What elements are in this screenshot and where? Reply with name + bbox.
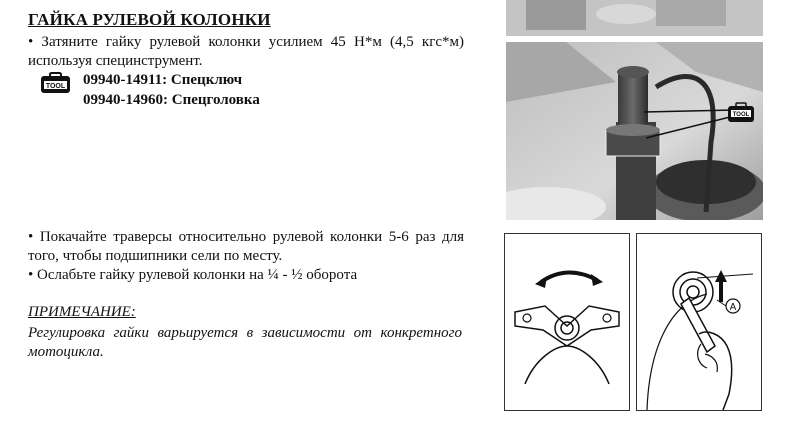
tool-badge-icon: [40, 72, 71, 94]
section-title: ГАЙКА РУЛЕВОЙ КОЛОНКИ: [28, 10, 271, 29]
step-tighten-text: • Затяните гайку рулевой колонки усилием 45 Н*м (4,5 кгс*м) используя специнструмент.: [28, 34, 464, 69]
step-tighten: [28, 33, 464, 71]
rocking-panel: [504, 233, 630, 411]
adjustment-diagram: [504, 233, 764, 413]
steering-nut-photo: [506, 42, 763, 220]
note-title: ПРИМЕЧАНИЕ:: [28, 304, 136, 320]
tool-item-2: [83, 92, 260, 109]
tool-name: Спецголовка: [171, 92, 260, 108]
diagram-label-a: A: [729, 302, 737, 313]
step-rock-text: • Покачайте траверсы относительно рулевой колонки 5-6 раз для того, чтобы подшипники сели по месту.: [28, 229, 464, 264]
wrench-panel: [636, 233, 762, 411]
photo-tool-label: TOOL: [732, 112, 750, 118]
step-loosen: [28, 266, 464, 285]
step-loosen-text: • Ослабьте гайку рулевой колонки на ¼ - ½ оборота: [28, 267, 358, 283]
photo-top-fragment: [506, 0, 763, 36]
tool-code: 09940-14911:: [83, 72, 168, 88]
tool-name: Спецключ: [170, 72, 243, 88]
step-rock: [28, 228, 464, 266]
tool-code: 09940-14960:: [83, 92, 168, 108]
tool-badge-label: TOOL: [45, 83, 66, 90]
tool-item-1: [83, 72, 242, 89]
note-text: Регулировка гайки варьируется в зависимости от конкретного мотоцикла.: [28, 325, 462, 360]
